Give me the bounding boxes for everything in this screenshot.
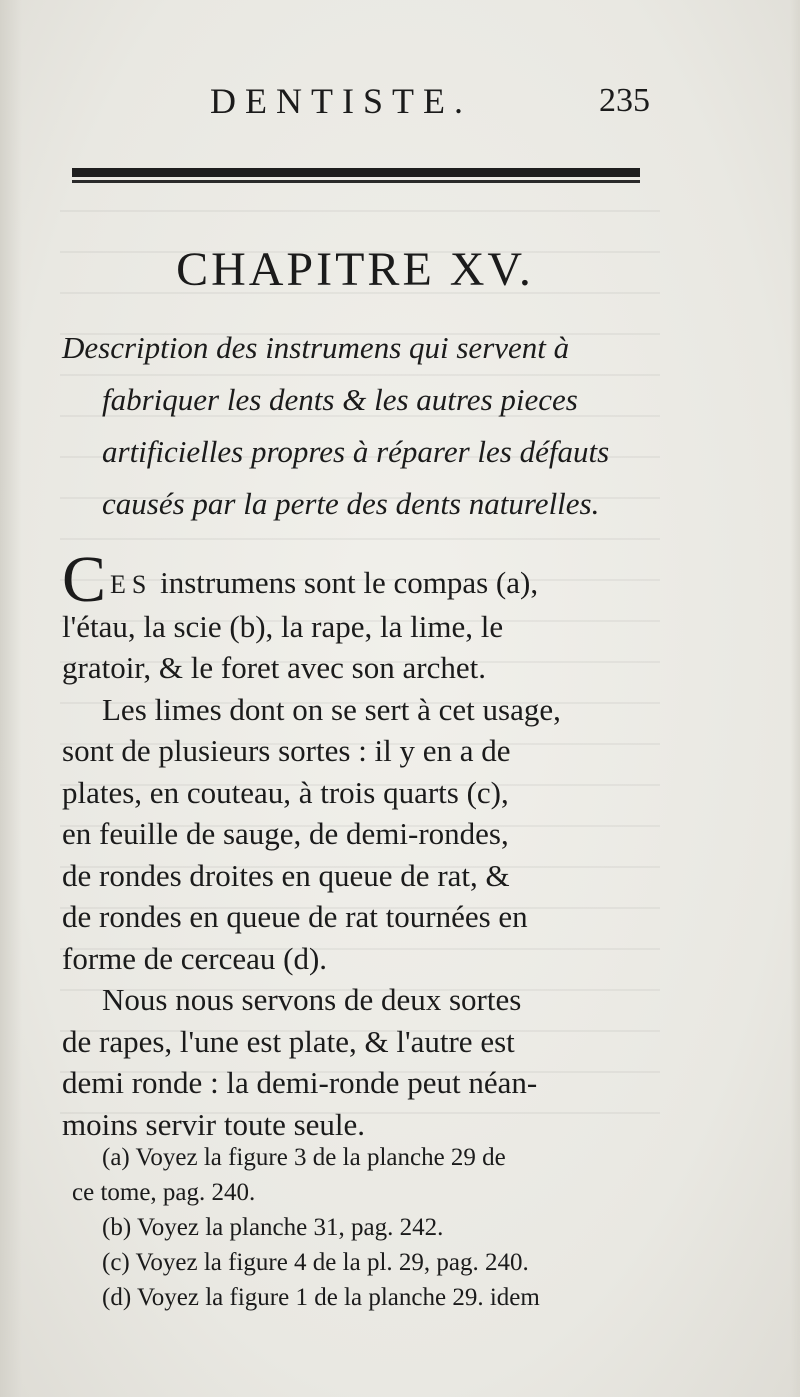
- subtitle-line: causés par la perte des dents naturelles.: [102, 486, 600, 521]
- page-right-shadow: [790, 0, 800, 1397]
- drop-cap: C: [62, 543, 107, 616]
- body-line: forme de cerceau (d).: [62, 940, 328, 976]
- footnote-line: (b) Voyez la planche 31, pag. 242.: [102, 1214, 444, 1241]
- body-line: de rondes en queue de rat tournées en: [62, 899, 528, 934]
- body-line: sont de plusieurs sortes : il y en a de: [62, 733, 511, 768]
- subtitle-line: artificielles propres à réparer les défauts: [102, 434, 610, 469]
- body-line: Les limes dont on se sert à cet usage,: [102, 691, 561, 727]
- body-first-line: [62, 543, 652, 616]
- header-rule-thin: [72, 180, 640, 183]
- header-rule-thick: [72, 168, 640, 177]
- body-line: de rapes, l'une est plate, & l'autre est: [62, 1023, 515, 1059]
- body-line: Nous nous servons de deux sortes: [102, 982, 522, 1017]
- subtitle-line: fabriquer les dents & les autres pieces: [102, 382, 578, 417]
- body-line: l'étau, la scie (b), la rape, la lime, le: [62, 608, 504, 644]
- footnotes: [72, 1140, 652, 1315]
- body-line: en feuille de sauge, de demi-rondes,: [62, 816, 509, 851]
- body-line: plates, en couteau, à trois quarts (c),: [62, 774, 509, 810]
- page-left-shadow: [0, 0, 22, 1397]
- footnote-line: (c) Voyez la figure 4 de la pl. 29, pag. 240.: [102, 1249, 529, 1276]
- body-line: moins servir toute seule.: [62, 1106, 366, 1142]
- first-word-rest: ES: [110, 570, 153, 599]
- chapter-subtitle: [62, 322, 652, 530]
- body-line: instrumens sont le compas (a),: [160, 565, 539, 600]
- body-line: de rondes droites en queue de rat, &: [62, 857, 510, 893]
- running-head: [210, 76, 650, 126]
- running-head-title: DENTISTE.: [210, 81, 472, 121]
- page-number: 235: [599, 82, 650, 119]
- body-text: [62, 543, 652, 1145]
- footnote-line: ce tome, pag. 240.: [72, 1179, 256, 1206]
- body-line: gratoir, & le foret avec son archet.: [62, 650, 486, 685]
- footnote-line: (a) Voyez la figure 3 de la planche 29 de: [102, 1144, 506, 1171]
- body-line: demi ronde : la demi-ronde peut néan-: [62, 1065, 538, 1100]
- footnote-line: (d) Voyez la figure 1 de la planche 29. idem: [102, 1284, 540, 1311]
- subtitle-line: Description des instrumens qui servent à: [62, 330, 570, 365]
- chapter-heading: CHAPITRE XV.: [176, 243, 534, 296]
